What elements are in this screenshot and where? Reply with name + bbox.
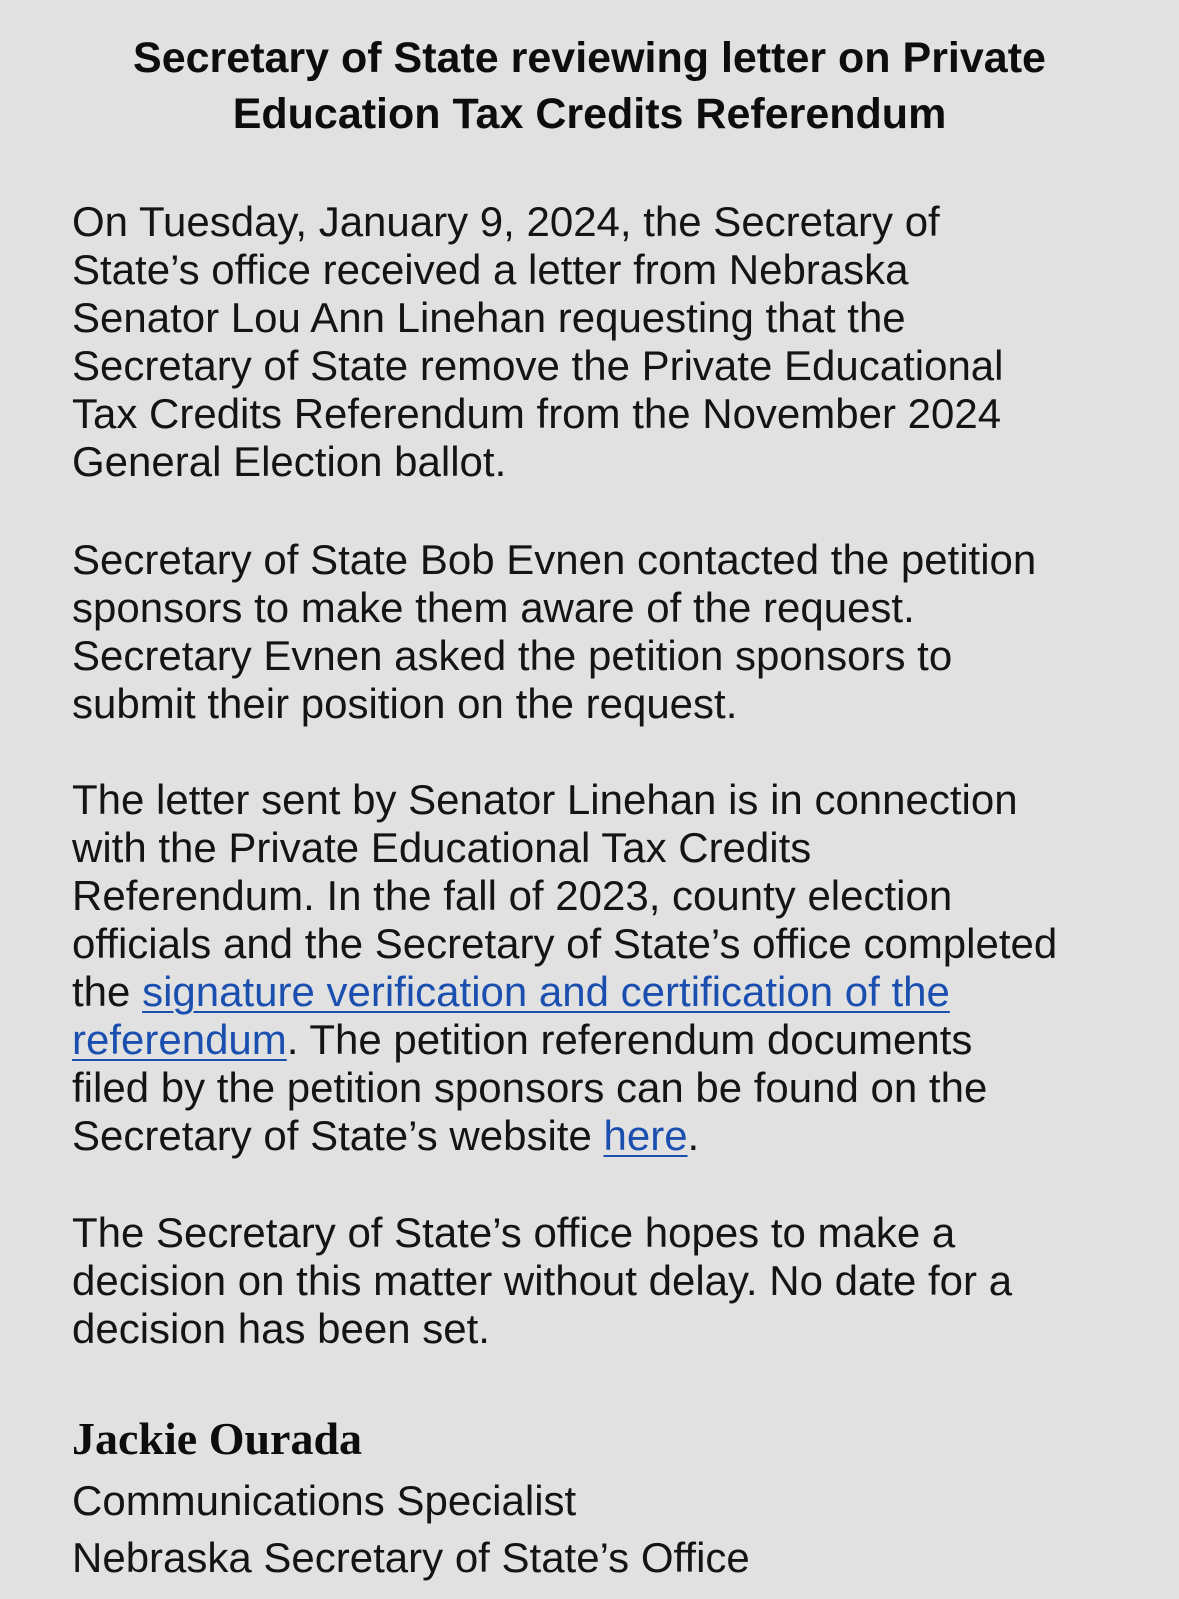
text-line: officials and the Secretary of State’s office completed	[72, 920, 1058, 967]
text-line: The letter sent by Senator Linehan is in connection	[72, 776, 1018, 823]
signature-verification-link-continued[interactable]	[72, 1016, 287, 1063]
petition-documents-here-link[interactable]	[603, 1112, 687, 1159]
link-text[interactable]: here	[603, 1112, 688, 1159]
text-line: Secretary Evnen asked the petition sponsors to	[72, 632, 953, 679]
signature-verification-link[interactable]	[142, 968, 950, 1015]
text-line: The Secretary of State’s office hopes to make a	[72, 1209, 956, 1256]
text-line: General Election ballot.	[72, 438, 507, 485]
text-fragment: the	[72, 968, 143, 1015]
text-line	[72, 968, 1162, 1016]
paragraph-referendum-background	[72, 776, 1162, 1160]
text-line	[72, 1016, 1162, 1064]
text-line: State’s office received a letter from Nebraska	[72, 246, 909, 293]
paragraph-decision-pending	[72, 1209, 1162, 1353]
text-line: Tax Credits Referendum from the November 2024	[72, 390, 1002, 437]
text-fragment: .	[687, 1112, 700, 1159]
text-line: submit their position on the request.	[72, 680, 738, 727]
text-line: decision on this matter without delay. No date for a	[72, 1257, 1013, 1304]
paragraph-sponsors-contacted	[72, 536, 1162, 728]
text-line: Senator Lou Ann Linehan requesting that the	[72, 294, 906, 341]
link-text[interactable]: signature verification and certification of the	[142, 968, 950, 1015]
text-line: with the Private Educational Tax Credits	[72, 824, 812, 871]
text-line: decision has been set.	[72, 1305, 490, 1352]
text-line: On Tuesday, January 9, 2024, the Secretary of	[72, 198, 940, 245]
text-line: filed by the petition sponsors can be found on the	[72, 1064, 988, 1111]
paragraph-letter-received	[72, 198, 1162, 486]
signature-title: Communications Specialist	[72, 1477, 577, 1524]
text-line: sponsors to make them aware of the request.	[72, 584, 915, 631]
headline	[60, 30, 1119, 142]
headline-line: Secretary of State reviewing letter on Private	[133, 34, 1046, 82]
headline-line: Education Tax Credits Referendum	[232, 90, 947, 138]
text-line	[72, 1112, 1162, 1160]
link-text[interactable]: referendum	[72, 1016, 287, 1063]
signature-office: Nebraska Secretary of State’s Office	[72, 1534, 750, 1581]
text-line: Referendum. In the fall of 2023, county election	[72, 872, 953, 919]
text-line: Secretary of State Bob Evnen contacted the petition	[72, 536, 1037, 583]
signature-name: Jackie Ourada	[72, 1413, 363, 1464]
text-fragment: . The petition referendum documents	[286, 1016, 973, 1063]
text-fragment: Secretary of State’s website	[72, 1112, 604, 1159]
text-line: Secretary of State remove the Private Educational	[72, 342, 1004, 389]
